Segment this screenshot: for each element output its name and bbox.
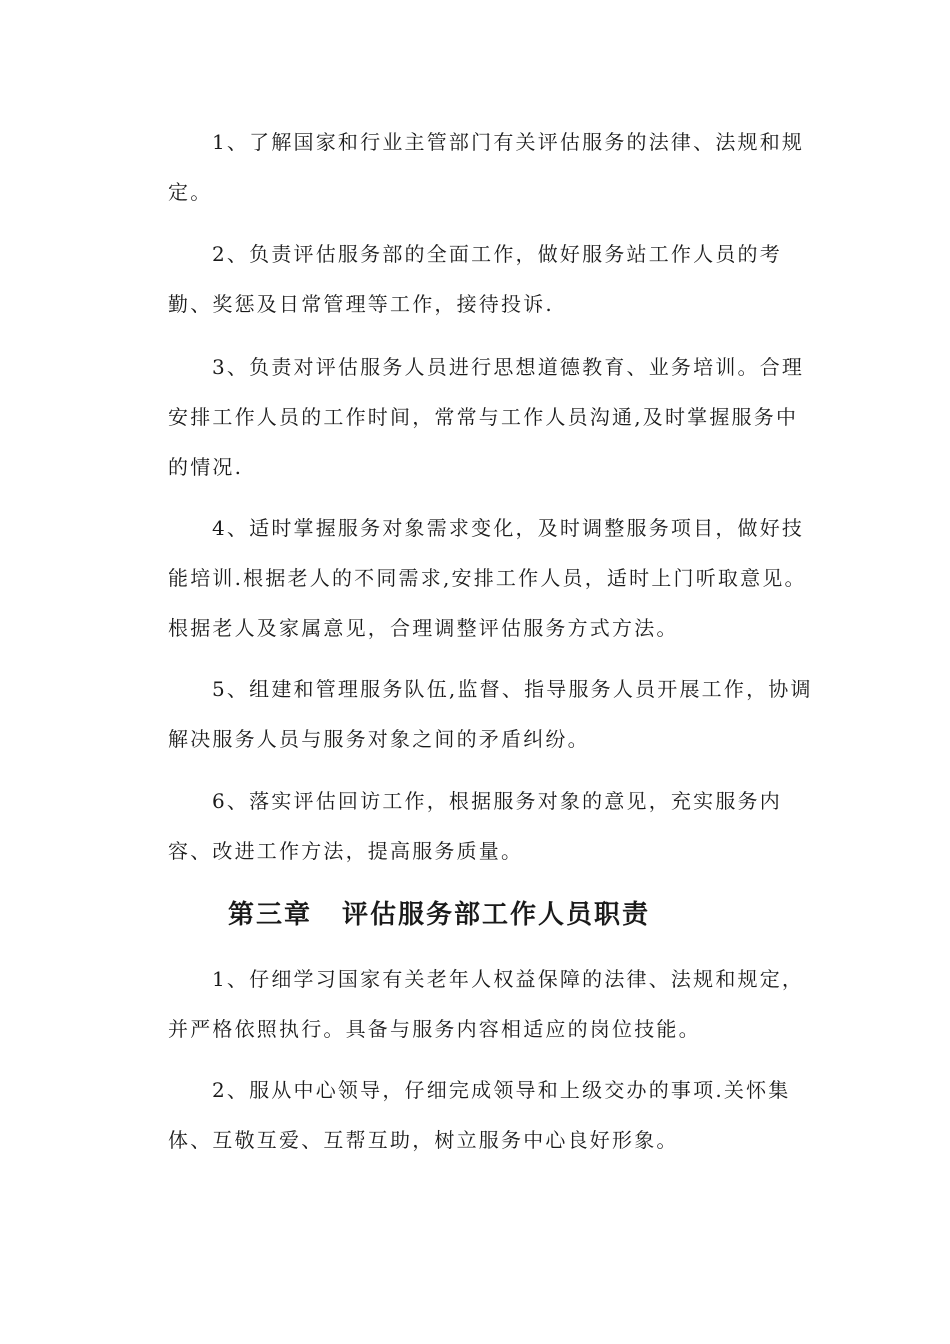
duty-item-3: 3、负责对评估服务人员进行思想道德教育、业务培训。合理安排工作人员的工作时间，常常与工作人员沟通,及时掌握服务中的情况. <box>168 355 805 479</box>
duty-item-6: 6、落实评估回访工作，根据服务对象的意见，充实服务内容、改进工作方法，提高服务质量。 <box>168 789 782 863</box>
duty-item-1: 1、了解国家和行业主管部门有关评估服务的法律、法规和规定。 <box>168 130 805 204</box>
chapter-heading <box>228 893 650 937</box>
chapter-number: 第三章 <box>228 900 313 930</box>
chapter-title: 评估服务部工作人员职责 <box>342 900 651 930</box>
duty-item-4: 4、适时掌握服务对象需求变化，及时调整服务项目，做好技能培训.根据老人的不同需求,安排工作人员，适时上门听取意见。根据老人及家属意见，合理调整评估服务方式方法。 <box>168 516 807 640</box>
staff-duty-item-1: 1、仔细学习国家有关老年人权益保障的法律、法规和规定，并严格依照执行。具备与服务内容相适应的岗位技能。 <box>168 967 805 1041</box>
duty-item-2: 2、负责评估服务部的全面工作，做好服务站工作人员的考勤、奖惩及日常管理等工作，接待投诉. <box>168 242 782 316</box>
staff-duty-item-2: 2、服从中心领导，仔细完成领导和上级交办的事项.关怀集体、互敬互爱、互帮互助，树立服务中心良好形象。 <box>168 1078 791 1152</box>
duty-item-5: 5、组建和管理服务队伍,监督、指导服务人员开展工作，协调解决服务人员与服务对象之间的矛盾纠纷。 <box>168 677 813 751</box>
